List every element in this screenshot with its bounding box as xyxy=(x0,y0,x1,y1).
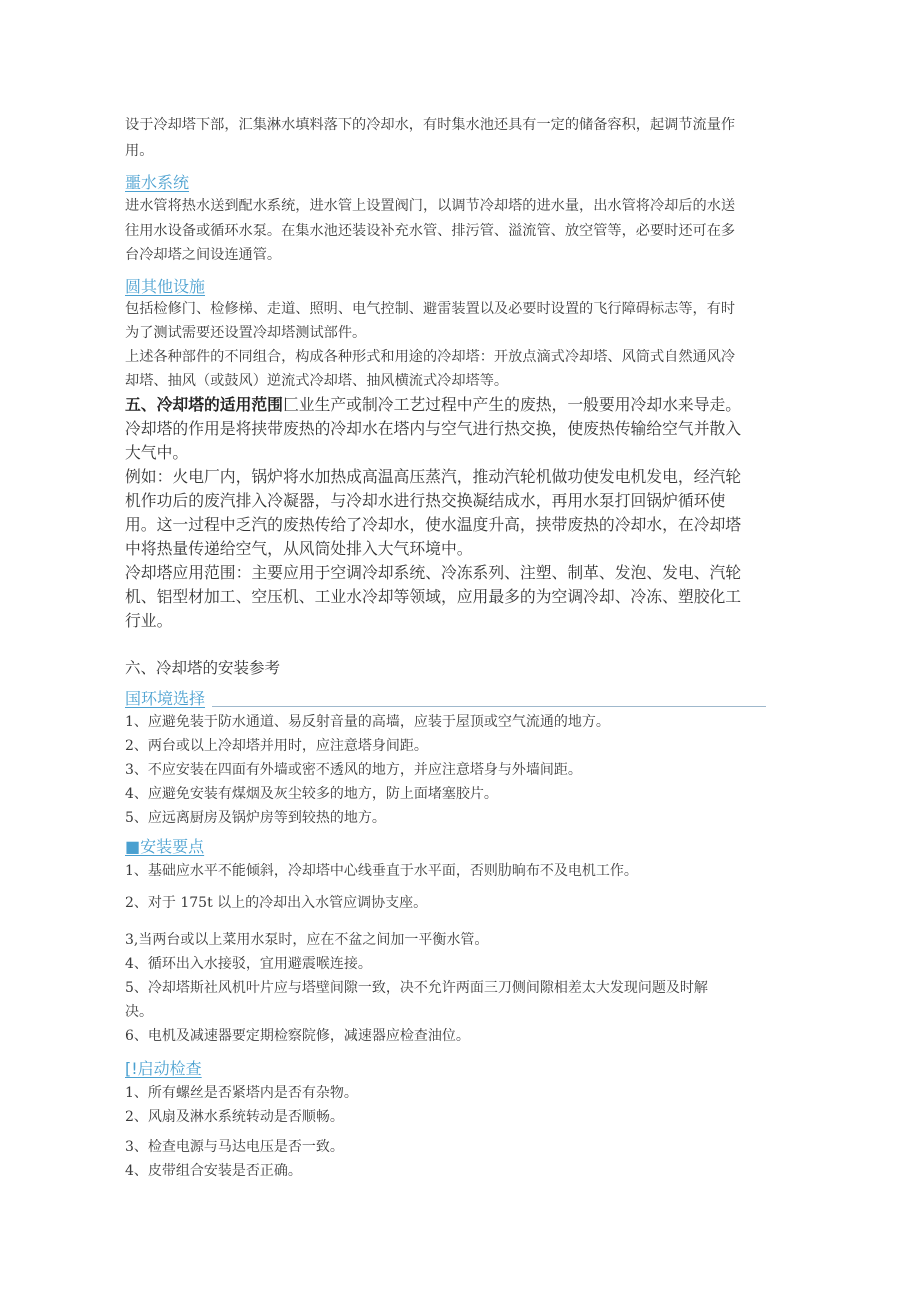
pool-paragraph-line-2: 用。 xyxy=(125,143,154,159)
startup-item-1: 1、所有螺丝是否紧塔内是否有杂物。 xyxy=(125,1085,358,1101)
section5-line-9: 机、铝型材加工、空压机、工业水冷却等领域，应用最多的为空调冷却、冷冻、塑胶化工 xyxy=(125,587,742,606)
section5-line-7: 中将热量传递给空气，从风筒处排入大气环境中。 xyxy=(125,539,473,558)
env-item-2: 2、两台或以上冷却塔并用时，应注意塔身间距。 xyxy=(125,738,428,754)
section5-line-2: 冷却塔的作用是将挟带废热的冷却水在塔内与空气进行热交换，使废热传输给空气并散入 xyxy=(125,419,742,438)
install-item-5-cont: 决。 xyxy=(125,1004,153,1020)
section5-line-5: 机作功后的废汽排入冷凝器，与冷却水进行热交换凝结成水，再用水泵打回锅炉循环使 xyxy=(125,491,726,510)
install-item-5: 5、冷却塔斯社风机叶片应与塔壁间隙一致，决不允许两面三刀侧间隙相差太大发现问题及时解 xyxy=(125,980,708,996)
pipe-paragraph-line-2: 往用水设备或循环水泵。在集水池还装设补充水管、排污管、溢流管、放空管等，必要时还可在多 xyxy=(125,223,736,239)
heading-install-points[interactable]: ■安装要点 xyxy=(125,837,205,856)
other-paragraph-line-1: 包括检修门、检修梯、走道、照明、电气控制、避雷装置以及必要时设置的飞行障碍标志等，有时 xyxy=(125,301,736,317)
section5-line-8: 冷却塔应用范围：主要应用于空调冷却系统、冷冻系列、注塑、制革、发泡、发电、汽轮 xyxy=(125,563,742,582)
install-item-6: 6、电机及减速器要定期检察院修，减速器应检查油位。 xyxy=(125,1028,470,1044)
section5-line-3: 大气中。 xyxy=(125,443,189,462)
section5-line-4: 例如：火电厂内，锅炉将水加热成高温高压蒸汽，推动汽轮机做功使发电机发电，经汽轮 xyxy=(125,467,742,486)
section5-line-10: 行业。 xyxy=(125,611,173,630)
pipe-paragraph-line-1: 进水管将热水送到配水系统，进水管上设置阀门，以调节冷却塔的进水量，出水管将冷却后的水送 xyxy=(125,198,736,214)
pool-paragraph-line-1: 设于冷却塔下部，汇集淋水填料落下的冷却水，有时集水池还具有一定的储备容积，起调节流量作 xyxy=(125,117,736,133)
other-paragraph-line-4: 却塔、抽风（或鼓风）逆流式冷却塔、抽风横流式冷却塔等。 xyxy=(125,373,509,389)
env-item-4: 4、应避免安装有煤烟及灰尘较多的地方，防上面堵塞胶片。 xyxy=(125,786,498,802)
section5-title: 五、冷却塔的适用范围 xyxy=(125,395,283,414)
install-item-4: 4、循环出入水接驳，宜用避震喉连接。 xyxy=(125,956,372,972)
env-item-3: 3、不应安装在四面有外墙或密不透风的地方，并应注意塔身与外墙间距。 xyxy=(125,762,582,778)
environment-heading-rule xyxy=(212,706,766,707)
install-item-2: 2、对于 175t 以上的冷却出入水管应调协支座。 xyxy=(125,895,428,911)
startup-item-3: 3、检查电源与马达电压是否一致。 xyxy=(125,1139,344,1155)
section5-first-line-rest: 匚业生产或制冷工艺过程中产生的废热，一般要用冷却水来导走。 xyxy=(282,395,742,414)
other-paragraph-line-3: 上述各种部件的不同组合，构成各种形式和用途的冷却塔：开放点滴式冷却塔、风筒式自然通风冷 xyxy=(125,349,736,365)
env-item-1: 1、应避免装于防水通道、易反射音量的高墙，应装于屋顶或空气流通的地方。 xyxy=(125,714,610,730)
heading-environment[interactable]: 国环境选择 xyxy=(125,689,206,708)
startup-item-4: 4、皮带组合安装是否正确。 xyxy=(125,1163,302,1179)
section5-line-6: 用。这一过程中乏汽的废热传给了冷却水，使水温度升高，挟带废热的冷却水，在冷却塔 xyxy=(125,515,742,534)
pipe-paragraph-line-3: 台冷却塔之间设连通管。 xyxy=(125,247,282,263)
startup-item-2: 2、风扇及淋水系统转动是否顺畅。 xyxy=(125,1109,344,1125)
section6-title: 六、冷却塔的安装参考 xyxy=(125,659,281,677)
env-item-5: 5、应远离厨房及锅炉房等到较热的地方。 xyxy=(125,810,386,826)
heading-pipe-system[interactable]: 噩水系统 xyxy=(125,173,190,192)
install-item-3: 3,当两台或以上菜用水泵时，应在不盆之间加一平衡水管。 xyxy=(125,932,489,948)
heading-startup-check[interactable]: [!启动检查 xyxy=(125,1059,202,1078)
other-paragraph-line-2: 为了测试需要还设置冷却塔测试部件。 xyxy=(125,325,367,341)
heading-other-facilities[interactable]: 圆其他设施 xyxy=(125,277,206,296)
install-item-1: 1、基础应水平不能倾斜，冷却塔中心线垂直于水平面，否则肋晌布不及电机工作。 xyxy=(125,863,638,879)
